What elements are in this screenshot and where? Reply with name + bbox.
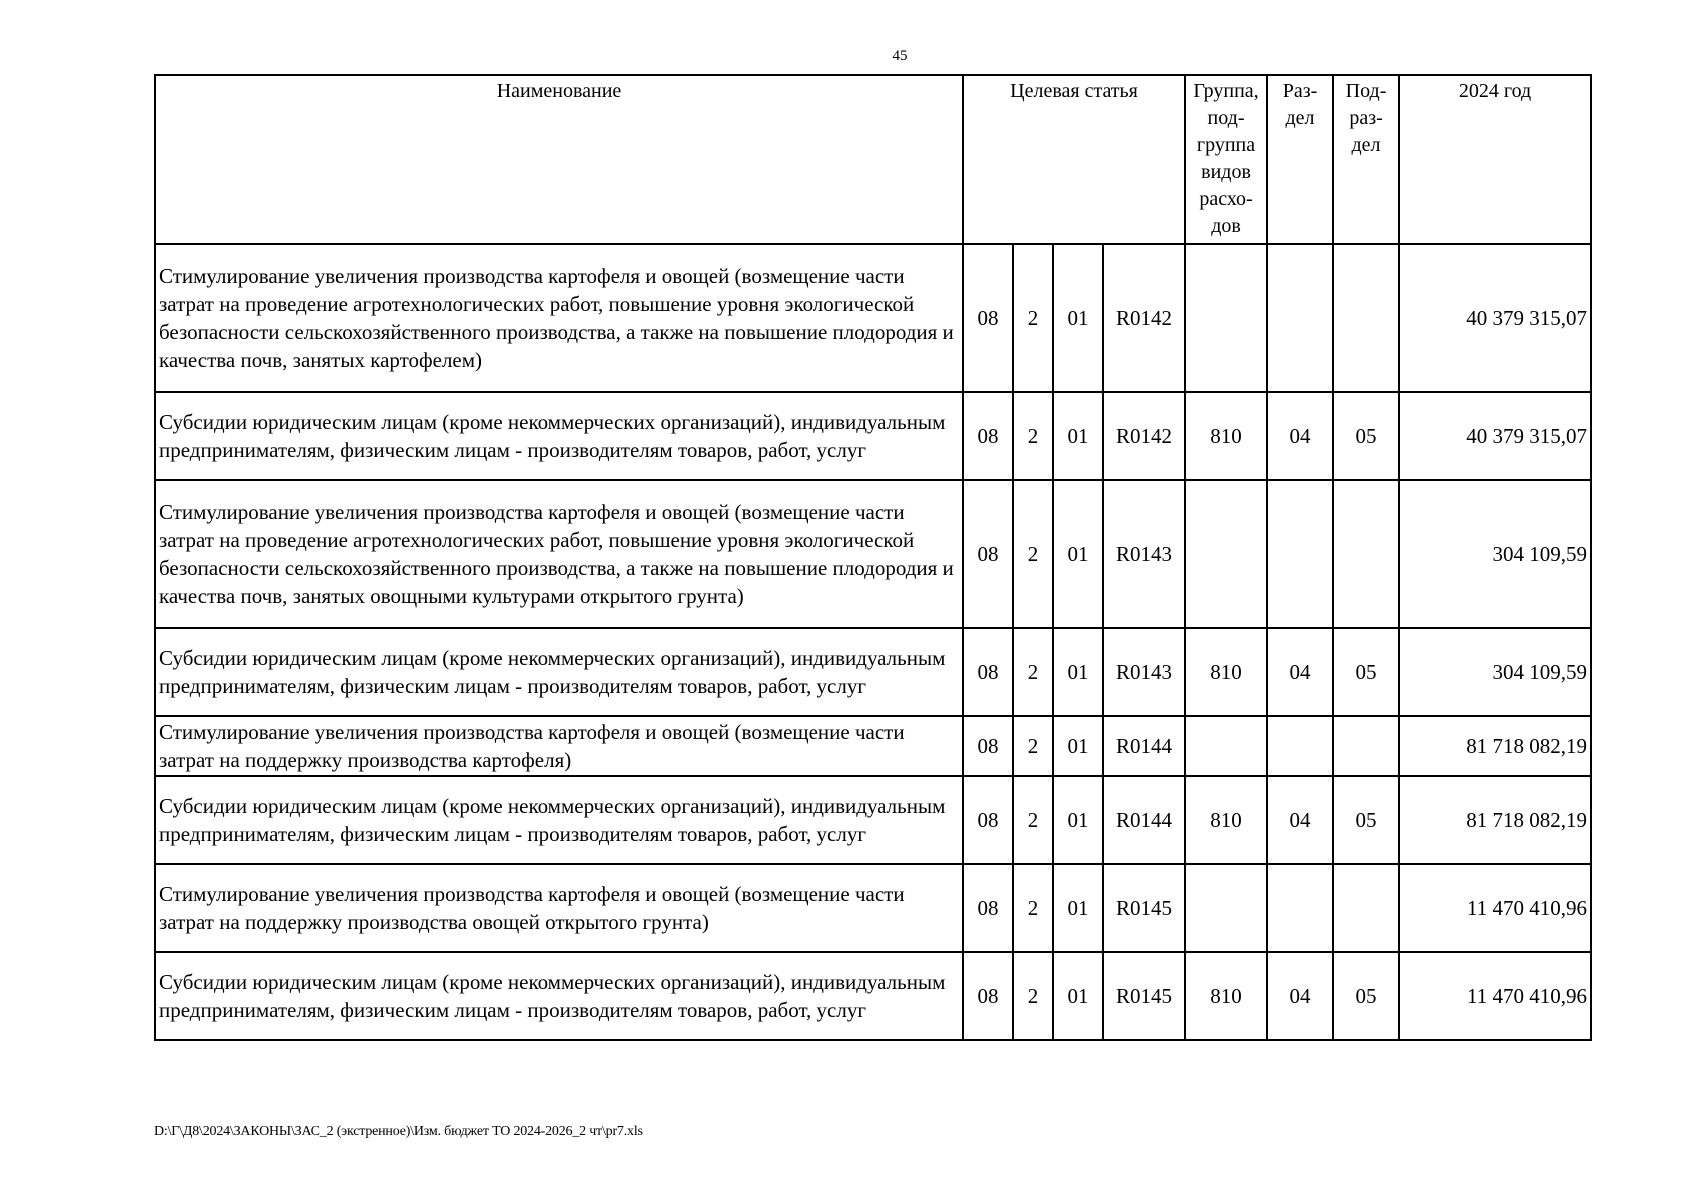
cell-subsection [1333,864,1399,952]
cell-amount-2024: 11 470 410,96 [1399,864,1591,952]
cell-program: 08 [963,480,1013,628]
cell-expense-group [1185,480,1267,628]
cell-expense-group: 810 [1185,628,1267,716]
cell-direction: R0144 [1103,776,1185,864]
cell-main-event: 01 [1053,244,1103,392]
header-group: Группа, под-группа видов расхо-дов [1185,75,1267,244]
cell-subsection: 05 [1333,392,1399,480]
header-section: Раз-дел [1267,75,1333,244]
table-row [155,716,1591,776]
cell-subsection: 05 [1333,628,1399,716]
cell-name: Субсидии юридическим лицам (кроме некоммерческих организаций), индивидуальным предпринимателям, физическим лицам - производителям товаров, работ, услуг [155,952,963,1040]
cell-name: Стимулирование увеличения производства картофеля и овощей (возмещение части затрат на проведение агротехнологических работ, повышение уровня экологической безопасности сельскохозяйственного производства, а также на повышение плодородия и качества почв, занятых овощными культурами открытого грунта) [155,480,963,628]
cell-name: Стимулирование увеличения производства картофеля и овощей (возмещение части затрат на проведение агротехнологических работ, повышение уровня экологической безопасности сельскохозяйственного производства, а также на повышение плодородия и качества почв, занятых картофелем) [155,244,963,392]
header-year: 2024 год [1399,75,1591,244]
page-number: 45 [892,48,908,64]
cell-direction: R0144 [1103,716,1185,776]
cell-direction: R0142 [1103,244,1185,392]
header-target-article: Целевая статья [963,75,1185,244]
cell-name: Субсидии юридическим лицам (кроме некоммерческих организаций), индивидуальным предпринимателям, физическим лицам - производителям товаров, работ, услуг [155,392,963,480]
cell-amount-2024: 40 379 315,07 [1399,244,1591,392]
header-name: Наименование [155,75,963,244]
cell-direction: R0143 [1103,480,1185,628]
cell-amount-2024: 11 470 410,96 [1399,952,1591,1040]
cell-name: Субсидии юридическим лицам (кроме некоммерческих организаций), индивидуальным предпринимателям, физическим лицам - производителям товаров, работ, услуг [155,776,963,864]
cell-subsection: 05 [1333,776,1399,864]
table-row [155,628,1591,716]
cell-subsection [1333,480,1399,628]
cell-program: 08 [963,864,1013,952]
cell-subprogram: 2 [1013,776,1053,864]
cell-expense-group: 810 [1185,952,1267,1040]
cell-main-event: 01 [1053,716,1103,776]
cell-program: 08 [963,716,1013,776]
cell-section [1267,864,1333,952]
table-row [155,952,1591,1040]
cell-main-event: 01 [1053,776,1103,864]
table-row [155,776,1591,864]
budget-table [154,74,1592,1041]
cell-main-event: 01 [1053,864,1103,952]
cell-amount-2024: 304 109,59 [1399,480,1591,628]
cell-section [1267,244,1333,392]
cell-program: 08 [963,952,1013,1040]
table-header-row [155,75,1591,244]
cell-main-event: 01 [1053,952,1103,1040]
cell-program: 08 [963,244,1013,392]
cell-section: 04 [1267,628,1333,716]
cell-expense-group [1185,864,1267,952]
cell-section [1267,480,1333,628]
cell-program: 08 [963,392,1013,480]
table-row [155,244,1591,392]
cell-subsection: 05 [1333,952,1399,1040]
cell-subprogram: 2 [1013,244,1053,392]
cell-section: 04 [1267,392,1333,480]
cell-subprogram: 2 [1013,864,1053,952]
cell-amount-2024: 304 109,59 [1399,628,1591,716]
cell-main-event: 01 [1053,628,1103,716]
cell-subprogram: 2 [1013,392,1053,480]
table-row [155,392,1591,480]
cell-subsection [1333,716,1399,776]
table-body [155,244,1591,1040]
cell-expense-group [1185,244,1267,392]
cell-name: Субсидии юридическим лицам (кроме некоммерческих организаций), индивидуальным предпринимателям, физическим лицам - производителям товаров, работ, услуг [155,628,963,716]
cell-expense-group: 810 [1185,776,1267,864]
cell-subprogram: 2 [1013,952,1053,1040]
cell-direction: R0142 [1103,392,1185,480]
cell-amount-2024: 40 379 315,07 [1399,392,1591,480]
table-row [155,864,1591,952]
cell-direction: R0145 [1103,952,1185,1040]
cell-subprogram: 2 [1013,628,1053,716]
cell-name: Стимулирование увеличения производства картофеля и овощей (возмещение части затрат на поддержку производства овощей открытого грунта) [155,864,963,952]
cell-expense-group [1185,716,1267,776]
cell-amount-2024: 81 718 082,19 [1399,716,1591,776]
cell-subprogram: 2 [1013,480,1053,628]
cell-section: 04 [1267,952,1333,1040]
cell-section: 04 [1267,776,1333,864]
cell-section [1267,716,1333,776]
cell-subsection [1333,244,1399,392]
cell-program: 08 [963,628,1013,716]
cell-main-event: 01 [1053,480,1103,628]
cell-direction: R0145 [1103,864,1185,952]
cell-main-event: 01 [1053,392,1103,480]
table-row [155,480,1591,628]
footer-file-path: D:\Г\Д8\2024\ЗАКОНЫ\ЗАС_2 (экстренное)\Изм. бюджет ТО 2024-2026_2 чт\pr7.xls [154,1124,643,1139]
cell-direction: R0143 [1103,628,1185,716]
header-subsection: Под-раз-дел [1333,75,1399,244]
cell-name: Стимулирование увеличения производства картофеля и овощей (возмещение части затрат на поддержку производства картофеля) [155,716,963,776]
cell-program: 08 [963,776,1013,864]
cell-expense-group: 810 [1185,392,1267,480]
cell-subprogram: 2 [1013,716,1053,776]
cell-amount-2024: 81 718 082,19 [1399,776,1591,864]
